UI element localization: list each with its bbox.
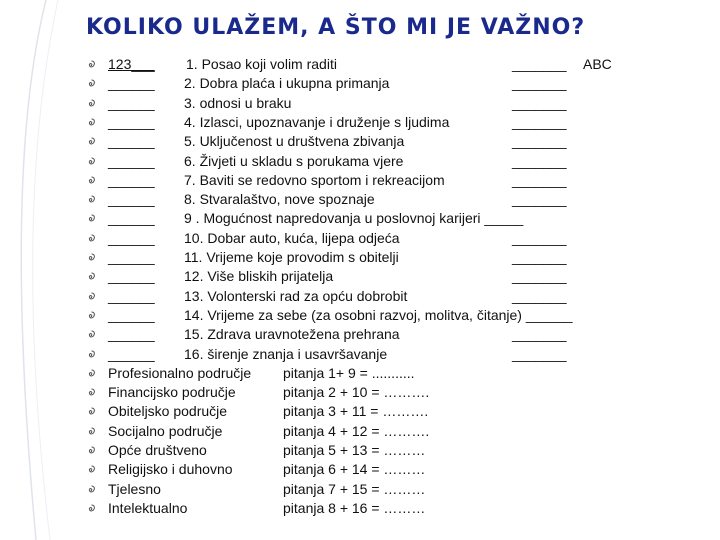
question-text: 14. Vrijeme za sebe (za osobni razvoj, molitva, čitanje) ______ bbox=[184, 306, 573, 323]
area-name: Financijsko područje bbox=[108, 384, 236, 401]
area-name: Socijalno područje bbox=[108, 422, 223, 439]
question-text: 9 . Mogućnost napredovanja u poslovnoj karijeri _____ bbox=[184, 210, 524, 227]
swirl-bullet-icon bbox=[87, 214, 96, 223]
swirl-bullet-icon bbox=[87, 485, 96, 494]
score-blank: ______ bbox=[108, 345, 155, 362]
answer-blank: _______ bbox=[512, 287, 567, 304]
area-name: Tjelesno bbox=[108, 480, 161, 497]
swirl-bullet-icon bbox=[87, 465, 96, 474]
question-text: 5. Uključenost u društvena zbivanja bbox=[184, 133, 405, 150]
answer-blank: _______ bbox=[512, 249, 567, 265]
swirl-bullet-icon bbox=[87, 369, 96, 378]
question-text: 4. Izlasci, upoznavanje i druženje s ljudima bbox=[184, 113, 450, 130]
answer-blank: _______ bbox=[512, 345, 567, 362]
question-text: 11. Vrijeme koje provodim s obitelji bbox=[184, 249, 399, 265]
area-formula: pitanja 1+ 9 = ........... bbox=[283, 364, 415, 381]
answer-blank: _______ bbox=[512, 133, 567, 150]
abc-label: ABC bbox=[583, 56, 612, 72]
page-title: KOLIKO ULAŽEM, A ŠTO MI JE VAŽNO? bbox=[86, 15, 586, 40]
answer-blank: _______ bbox=[512, 191, 567, 208]
score-blank: ______ bbox=[108, 113, 155, 130]
area-formula: pitanja 4 + 12 = ………. bbox=[283, 422, 430, 439]
area-formula: pitanja 7 + 15 = ……… bbox=[283, 480, 426, 497]
answer-blank: _______ bbox=[512, 113, 567, 130]
swirl-bullet-icon bbox=[87, 137, 96, 146]
question-text: 7. Baviti se redovno sportom i rekreacijom bbox=[184, 171, 445, 188]
answer-blank: _______ bbox=[512, 268, 567, 285]
area-name: Profesionalno područje bbox=[108, 364, 252, 381]
question-text: 8. Stvaralaštvo, nove spoznaje bbox=[184, 191, 375, 208]
score-blank: ______ bbox=[108, 229, 155, 246]
swirl-bullet-icon bbox=[87, 60, 96, 69]
area-name: Obiteljsko područje bbox=[108, 403, 228, 420]
question-text: 15. Zdrava uravnotežena prehrana bbox=[184, 326, 400, 343]
swirl-bullet-icon bbox=[87, 272, 96, 281]
answer-blank: _______ bbox=[512, 326, 567, 343]
swirl-bullet-icon bbox=[87, 350, 96, 359]
answer-blank: _______ bbox=[512, 56, 567, 72]
swirl-bullet-icon bbox=[87, 234, 96, 243]
swirl-bullet-icon bbox=[87, 330, 96, 339]
area-name: Opće društveno bbox=[108, 442, 207, 458]
swirl-bullet-icon bbox=[87, 99, 96, 108]
question-text: 1. Posao koji volim raditi bbox=[186, 56, 337, 72]
question-text: 13. Volonterski rad za opću dobrobit bbox=[184, 287, 408, 304]
score-blank: ______ bbox=[108, 191, 155, 208]
answer-blank: _______ bbox=[512, 94, 567, 111]
area-formula: pitanja 8 + 16 = ……… bbox=[283, 499, 426, 516]
swirl-bullet-icon bbox=[87, 157, 96, 166]
area-formula: pitanja 6 + 14 = ……… bbox=[283, 461, 426, 478]
answer-blank: _______ bbox=[512, 152, 567, 169]
question-text: 2. Dobra plaća i ukupna primanja bbox=[184, 75, 390, 92]
score-blank: ______ bbox=[108, 306, 155, 323]
score-blank: ______ bbox=[108, 210, 155, 227]
decorative-side-curve bbox=[6, 0, 66, 540]
score-blank: ______ bbox=[108, 133, 155, 150]
area-name: Religijsko i duhovno bbox=[108, 461, 233, 478]
question-text: 6. Živjeti u skladu s porukama vjere bbox=[184, 152, 404, 169]
swirl-bullet-icon bbox=[87, 407, 96, 416]
swirl-bullet-icon bbox=[87, 388, 96, 397]
answer-blank: _______ bbox=[512, 229, 567, 246]
score-cell: 123___ bbox=[108, 56, 155, 72]
score-blank: ______ bbox=[108, 287, 155, 304]
area-formula: pitanja 5 + 13 = ……… bbox=[283, 442, 426, 458]
swirl-bullet-icon bbox=[87, 195, 96, 204]
score-blank: ______ bbox=[108, 326, 155, 343]
area-name: Intelektualno bbox=[108, 499, 188, 516]
swirl-bullet-icon bbox=[87, 427, 96, 436]
swirl-bullet-icon bbox=[87, 446, 96, 455]
swirl-bullet-icon bbox=[87, 79, 96, 88]
swirl-bullet-icon bbox=[87, 311, 96, 320]
score-blank: ______ bbox=[108, 94, 155, 111]
question-text: 16. širenje znanja i usavršavanje bbox=[184, 345, 388, 362]
score-blank: ______ bbox=[108, 75, 155, 92]
area-formula: pitanja 3 + 11 = ………. bbox=[283, 403, 429, 420]
question-text: 10. Dobar auto, kuća, lijepa odjeća bbox=[184, 229, 400, 246]
answer-blank: _______ bbox=[512, 171, 567, 188]
swirl-bullet-icon bbox=[87, 504, 96, 513]
score-blank: ______ bbox=[108, 268, 155, 285]
score-blank: ______ bbox=[108, 171, 155, 188]
answer-blank: _______ bbox=[512, 75, 567, 92]
swirl-bullet-icon bbox=[87, 292, 96, 301]
question-text: 12. Više bliskih prijatelja bbox=[184, 268, 334, 285]
swirl-bullet-icon bbox=[87, 253, 96, 262]
score-blank: ______ bbox=[108, 249, 155, 265]
swirl-bullet-icon bbox=[87, 176, 96, 185]
score-blank: ______ bbox=[108, 152, 155, 169]
question-text: 3. odnosi u braku bbox=[184, 94, 292, 111]
swirl-bullet-icon bbox=[87, 118, 96, 127]
area-formula: pitanja 2 + 10 = ………. bbox=[283, 384, 430, 401]
